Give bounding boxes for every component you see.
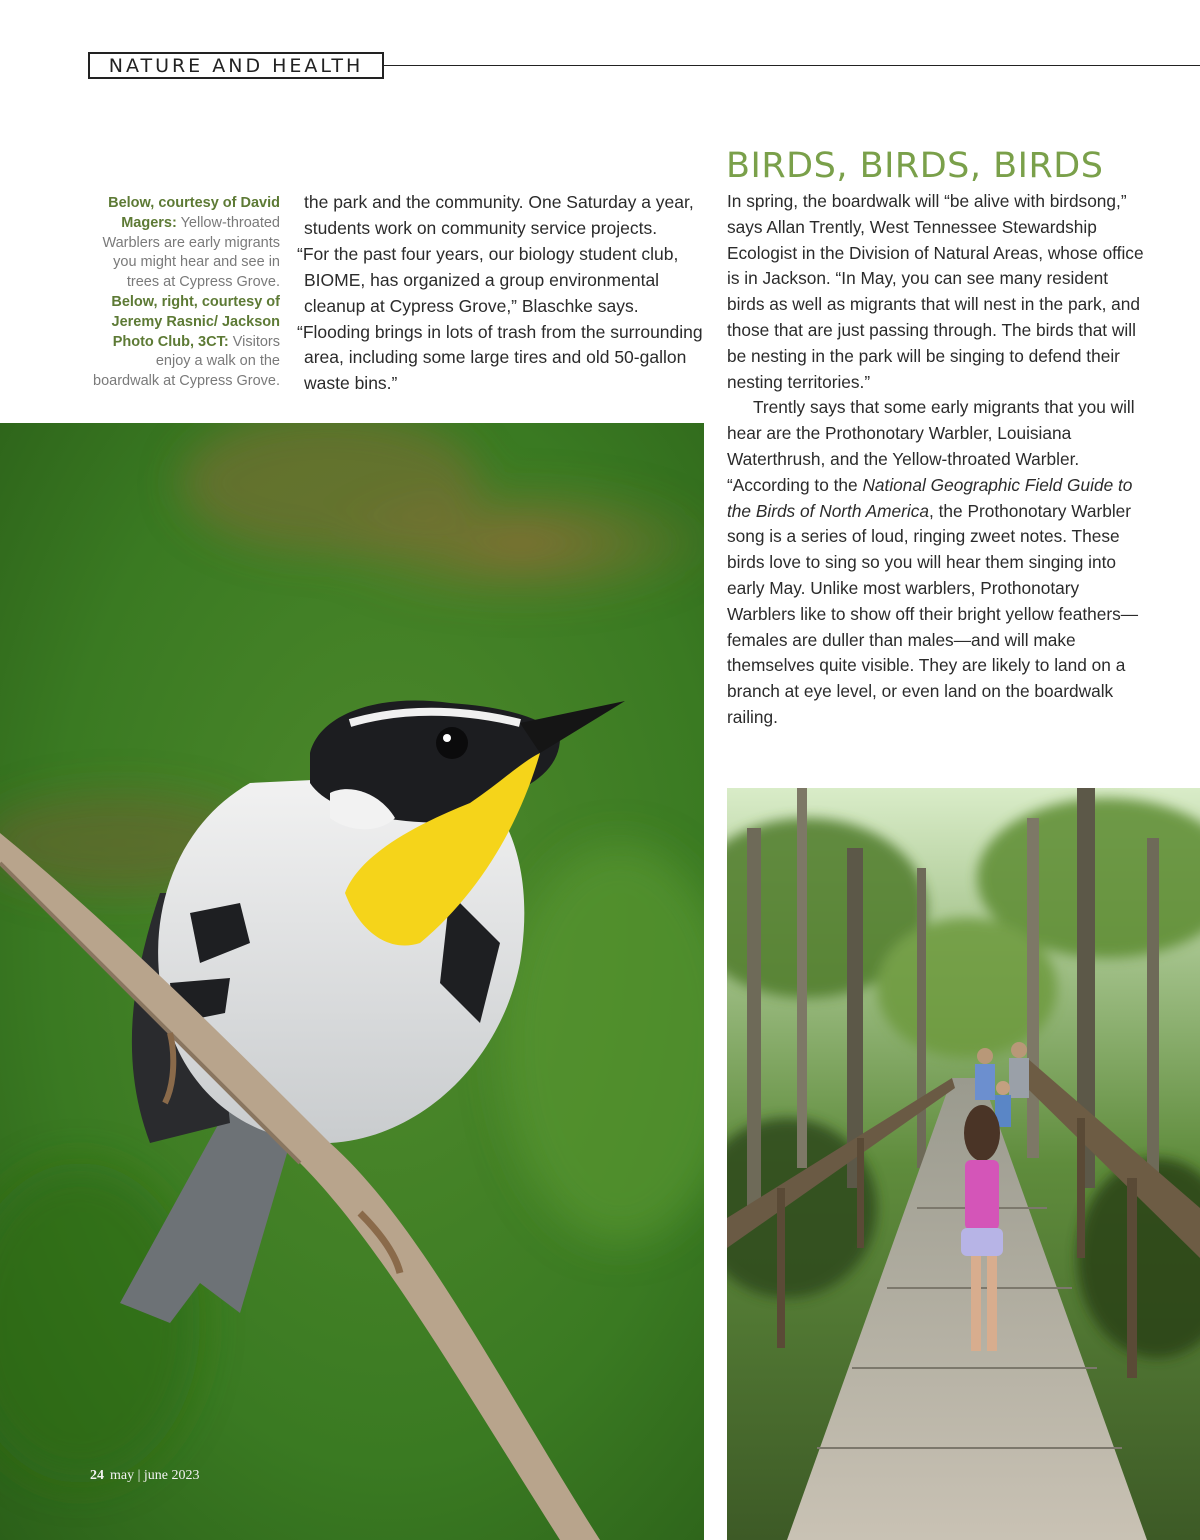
section-label xyxy=(88,52,384,79)
warbler-photo xyxy=(0,423,704,1540)
book-title: National Geographic Field Guide to the Birds of North America xyxy=(727,474,1133,521)
body-paragraph: In spring, the boardwalk will “be alive with birdsong,” says Allan Trently, West Tennessee Stewardship Ecologist in the Division of Natural Areas, whose office is in Jackson. “In May, you can see many resident birds as well as migrants that will nest in the park, and those that are just passing through. The birds that will be nesting in the park will be singing to defend their nesting territories.” xyxy=(727,191,1144,392)
body-paragraph: the park and the community. One Saturday a year, students work on community service projects. xyxy=(304,192,694,238)
body-paragraph xyxy=(727,395,1147,730)
photo-caption xyxy=(86,194,280,392)
section-heading: BIRDS, BIRDS, BIRDS xyxy=(726,146,1104,186)
boardwalk-illustration xyxy=(727,788,1200,1540)
page-number: 24 xyxy=(90,1468,104,1483)
issue-date: may | june 2023 xyxy=(110,1468,200,1483)
section-label-text: NATURE AND HEALTH xyxy=(108,54,364,77)
warbler-illustration xyxy=(0,423,704,1540)
body-column-right xyxy=(727,189,1147,731)
body-text: Trently says that some early migrants that you will hear are the Prothonotary Warbler, Louisiana Waterthrush, and the Yellow-throated Warbler. “According to the xyxy=(727,397,1135,495)
boardwalk-photo xyxy=(727,788,1200,1540)
header-rule xyxy=(384,65,1200,66)
caption-credit-1: Below, courtesy of David Magers: xyxy=(108,195,280,231)
body-text: , the Prothonotary Warbler song is a series of loud, ringing zweet notes. These birds love to sing so you will hear them singing into early May. Unlike most warblers, Prothonotary Warblers like to show off their bright yellow feathers—females are duller than males—and will make themselves quite visible. They are likely to land on a branch at eye level, or even land on the boardwalk railing. xyxy=(727,500,1139,727)
body-column-middle xyxy=(297,190,717,397)
caption-text-2: Visitors enjoy a walk on the boardwalk at Cypress Grove. xyxy=(93,333,280,390)
page-folio xyxy=(90,1468,200,1484)
caption-text-1: Yellow-throated Warblers are early migrants you might hear and see in trees at Cypress Grove. xyxy=(102,214,280,291)
caption-credit-2: Below, right, courtesy of Jeremy Rasnic/ Jackson Photo Club, 3CT: xyxy=(111,293,280,350)
body-paragraph: “For the past four years, our biology student club, BIOME, has organized a group environmental cleanup at Cypress Grove,” Blaschke says. xyxy=(297,243,679,316)
body-paragraph: “Flooding brings in lots of trash from the surrounding area, including some large tires and old 50-gallon waste bins.” xyxy=(297,321,703,394)
